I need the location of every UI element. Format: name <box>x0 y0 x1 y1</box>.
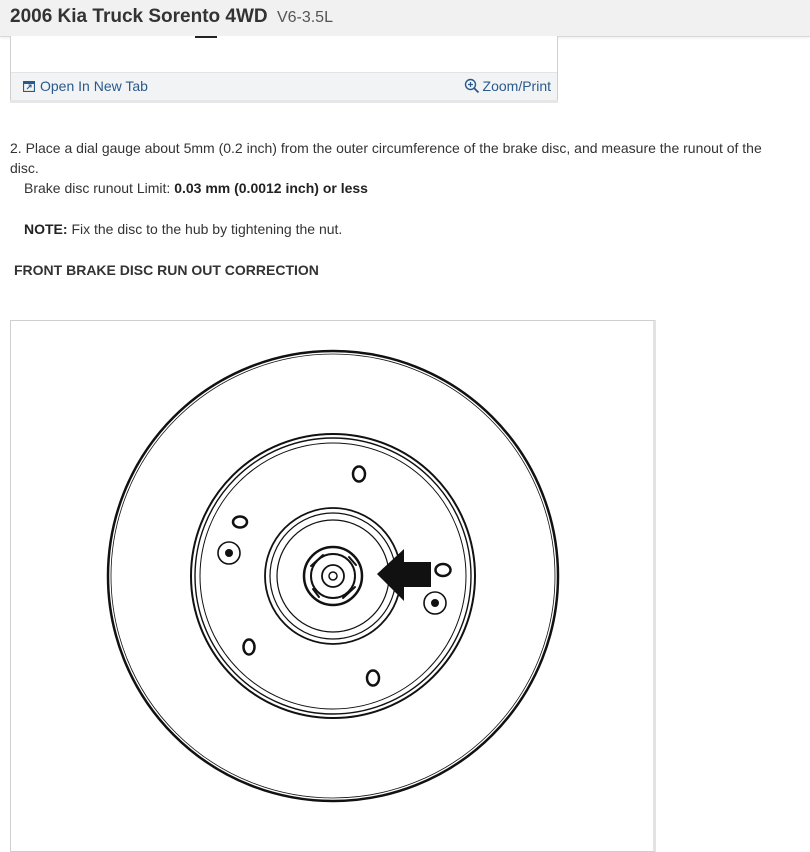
note-label: NOTE: <box>24 221 68 237</box>
zoom-print-link[interactable] <box>464 78 551 94</box>
engine-label: V6-3.5L <box>276 9 333 26</box>
figure-shadow <box>10 100 558 103</box>
bolt-hole <box>233 517 247 528</box>
runout-limit <box>24 178 368 198</box>
runout-limit-value: 0.03 mm (0.0012 inch) or less <box>174 180 368 196</box>
bolt-hole <box>244 640 255 655</box>
runout-limit-label: Brake disc runout Limit: <box>24 180 171 196</box>
magnifier-plus-icon <box>464 78 480 94</box>
external-tab-icon <box>23 81 35 92</box>
disc-hat-ring <box>191 434 475 718</box>
page-header <box>0 0 810 37</box>
brake-disc-figure[interactable] <box>10 320 656 852</box>
note <box>24 219 342 239</box>
bolt-hole <box>353 467 365 482</box>
step-2-text: 2. Place a dial gauge about 5mm (0.2 inch) from the outer circumference of the brake disc, and measure the runout of the disc. <box>10 140 762 176</box>
brake-disc-illustration <box>11 321 653 851</box>
disc-outer-edge <box>108 351 558 801</box>
open-in-new-tab-link[interactable] <box>23 78 148 94</box>
page-title <box>10 6 333 28</box>
bolt-hole <box>367 671 379 686</box>
note-text: Fix the disc to the hub by tightening the nut. <box>71 221 343 237</box>
center-nut <box>304 547 362 605</box>
figure-fragment <box>195 36 217 38</box>
bolt-hole <box>436 564 451 576</box>
section-heading: FRONT BRAKE DISC RUN OUT CORRECTION <box>14 262 319 278</box>
open-in-new-tab-label: Open In New Tab <box>40 78 148 94</box>
vehicle-title: 2006 Kia Truck Sorento 4WD <box>10 6 268 27</box>
zoom-print-label: Zoom/Print <box>482 78 551 94</box>
previous-figure-frame <box>10 36 558 101</box>
figure-toolbar <box>11 72 557 101</box>
